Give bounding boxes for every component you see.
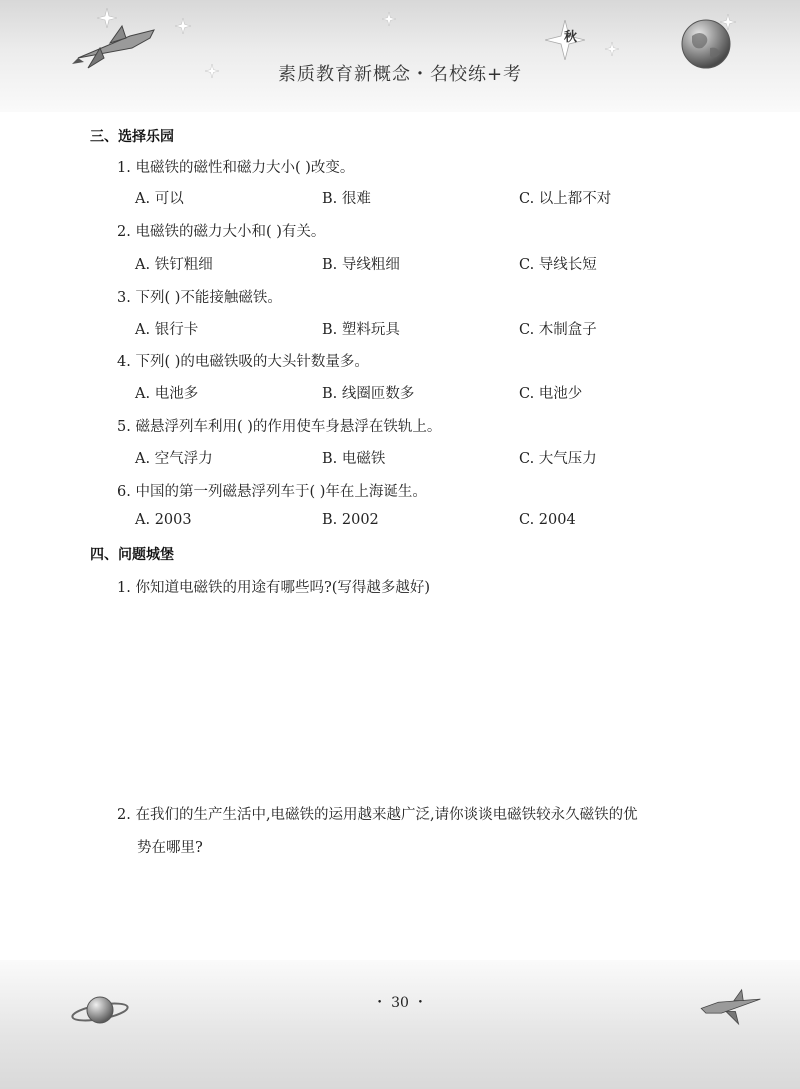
question-text-continued: 势在哪里? [137,840,203,856]
option-c: C. 以上都不对 [519,191,612,207]
question-text: 2. 电磁铁的磁力大小和( )有关。 [117,224,326,240]
question-text: 1. 你知道电磁铁的用途有哪些吗?(写得越多越好) [117,580,431,596]
star-icon [382,12,396,26]
option-a: A. 可以 [135,191,184,207]
option-c: C. 导线长短 [519,257,597,273]
option-b: B. 塑料玩具 [322,322,400,338]
option-c: C. 大气压力 [519,451,597,467]
star-icon [605,42,619,56]
option-a: A. 银行卡 [135,322,199,338]
option-b: B. 导线粗细 [322,257,400,273]
option-b: B. 2002 [322,512,379,528]
page-number: ・ 30 ・ [372,995,428,1011]
option-c: C. 电池少 [519,386,583,402]
option-a: A. 2003 [135,512,192,528]
section-title-questions: 四、问题城堡 [90,547,174,563]
question-text: 3. 下列( )不能接触磁铁。 [117,290,282,306]
option-b: B. 电磁铁 [322,451,386,467]
option-b: B. 很难 [322,191,371,207]
section-title-choice: 三、选择乐园 [90,129,174,145]
option-c: C. 木制盒子 [519,322,597,338]
page-header [0,0,800,112]
page-footer [0,960,800,1089]
season-badge: 秋 [564,30,578,45]
star-icon [175,18,191,34]
option-a: A. 铁钉粗细 [135,257,213,273]
star-icon [97,8,117,28]
header-title: 素质教育新概念・名校练+考 [277,64,523,85]
option-c: C. 2004 [519,512,576,528]
option-a: A. 电池多 [135,386,199,402]
option-a: A. 空气浮力 [135,451,213,467]
question-text: 1. 电磁铁的磁性和磁力大小( )改变。 [117,160,355,176]
question-text: 2. 在我们的生产生活中,电磁铁的运用越来越广泛,请你谈谈电磁铁较永久磁铁的优 [117,807,638,823]
option-b: B. 线圈匝数多 [322,386,415,402]
question-text: 5. 磁悬浮列车利用( )的作用使车身悬浮在铁轨上。 [117,419,442,435]
question-text: 4. 下列( )的电磁铁吸的大头针数量多。 [117,354,369,370]
question-text: 6. 中国的第一列磁悬浮列车于( )年在上海诞生。 [117,484,427,500]
